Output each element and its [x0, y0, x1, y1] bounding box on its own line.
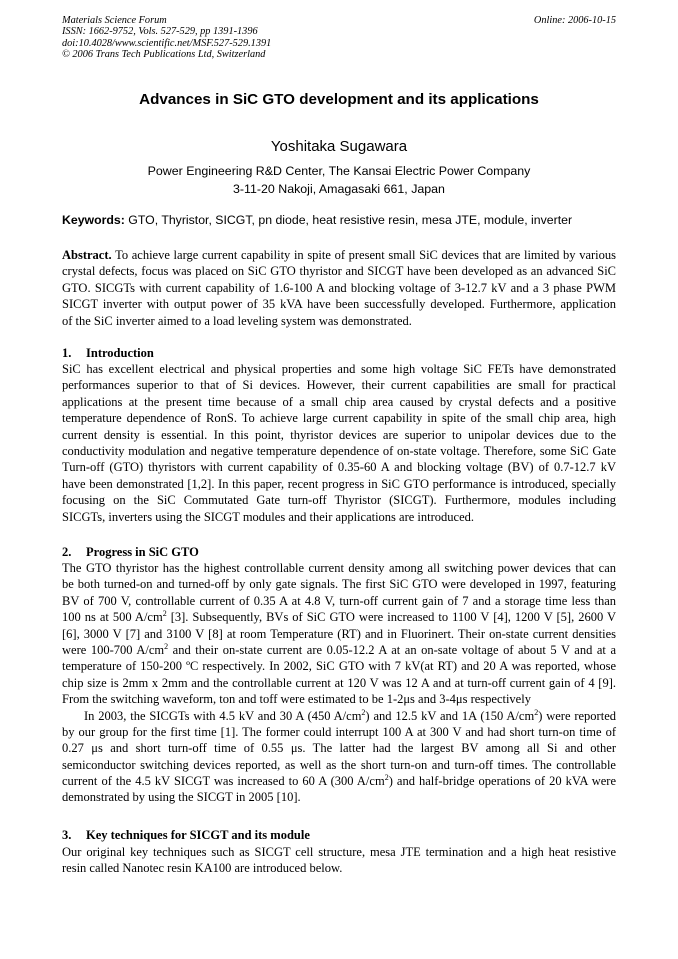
body-line: Turn-off (GTO) thyristors with current capability of 0.35-60 A and blocking voltage (BV) of 0.7-12.7 kV	[62, 460, 616, 475]
journal-header	[62, 15, 616, 60]
section-number: 1.	[62, 346, 72, 360]
abstract-line: Abstract. To achieve large current capability in spite of present small SiC devices that are limited by various	[62, 248, 616, 262]
keywords	[62, 213, 616, 227]
section-title: Key techniques for SICGT and its module	[86, 828, 310, 842]
journal-doi[interactable]: doi:10.4028/www.scientific.net/MSF.527-529.1391	[62, 37, 272, 49]
keywords-label: Keywords:	[62, 213, 125, 227]
body-line: current of the 4.5 kV SICGT was increased to 60 A (300 $A/cm^2$) and half-bridge operations of 20 kVA were	[62, 772, 617, 789]
body-line: BV of 700 V, controllable current of 0.35 A at 4.8 V, turn-off current gain of 7 and a storage time less than	[62, 593, 616, 608]
introduction-body	[62, 361, 616, 525]
body-line: chip size is 2mm x 2mm and the controllable current at 120 V was 12 A and at turn-off current gain of 4 [9].	[62, 675, 616, 690]
body-line: SiC has excellent electrical and physical properties and some high voltage SiC FETs have demonstrated	[62, 362, 616, 376]
body-line: resin called Nanotec resin KA100 are introduced below.	[62, 861, 343, 876]
body-line: 0.27 μs and short turn-off time of 0.55 μs. The latter had the largest BV among all Si and other	[62, 741, 616, 756]
abstract-line: crystal defects, focus was placed on SiC GTO thyristor and SICGT have been developed as an advanced SiC	[62, 264, 616, 279]
key-techniques-body	[62, 844, 616, 877]
body-line: have been demonstrated [1,2]. In this paper, recent progress in SiC GTO performance is introduced, specially	[62, 476, 616, 491]
body-line: temperature dependence of RonS. To achieve large current capability in spite of the small chip area, high	[62, 411, 616, 426]
section-heading-introduction	[62, 346, 154, 361]
body-line: [6], 3000 V [7] and 3100 V [8] at room Temperature (RT) and in Fluorinert. Their on-state current densities	[62, 626, 616, 641]
body-line: be both turned-on and turned-off by only gate signals. The first SiC GTO were developed in 1997, featuring	[62, 577, 616, 592]
section-heading-progress	[62, 545, 199, 560]
body-line: performances superior to that of Si devices. However, their current capabilities are small for practical	[62, 378, 616, 393]
body-line: focusing on the SiC Commutated Gate turn-off Thyristor (SICGT). Furthermore, modules including	[62, 493, 616, 508]
affiliation-line-2: 3-11-20 Nakoji, Amagasaki 661, Japan	[233, 182, 445, 196]
abstract	[62, 247, 616, 329]
journal-name: Materials Science Forum	[62, 15, 167, 26]
section-title: Progress in SiC GTO	[86, 545, 199, 559]
body-line: In 2003, the SICGTs with 4.5 kV and 30 A (450 $A/cm^2$) and 12.5 kV and 1A (150 $A/cm^2$) were reported	[84, 707, 616, 723]
body-line: demonstrated by using the SICGT in 2005 [10].	[62, 790, 301, 805]
journal-issn: ISSN: 1662-9752, Vols. 527-529, pp 1391-1396	[62, 26, 258, 38]
paper-title: Advances in SiC GTO development and its applications	[139, 91, 539, 108]
abstract-line: SICGT inverter with output power of 35 kVA have been successfully developed. Furthermore, application	[62, 297, 616, 312]
keywords-text: GTO, Thyristor, SICGT, pn diode, heat resistive resin, mesa JTE, module, inverter	[128, 213, 573, 227]
body-line: by our group for the first time [1]. The former could interrupt 100 A at 300 V and had short turn-on time of	[62, 724, 616, 739]
body-line: current density is essential. In this point, thyristor devices are superior to unipolar devices due to the	[62, 427, 616, 442]
online-date: Online: 2006-10-15	[533, 15, 616, 26]
author-name: Yoshitaka Sugawara	[270, 138, 408, 155]
abstract-line: GTO. SICGTs with current capability of 1.6-100 A and blocking voltage of 3-12.7 kV and a 3 phase PWM	[62, 280, 616, 295]
body-line: conductivity modulation and negative temperature dependence of on-state voltage. Therefore, some SiC Gate	[62, 443, 616, 458]
body-line: applications at the present time because of a small chip area caused by crystal defects and a positive	[62, 394, 616, 409]
section-number: 3.	[62, 828, 72, 842]
section-heading-key-techniques	[62, 828, 310, 843]
section-title: Introduction	[86, 346, 154, 360]
section-number: 2.	[62, 545, 72, 559]
affiliation-line-1: Power Engineering R&D Center, The Kansai Electric Power Company	[147, 164, 531, 178]
body-line: The GTO thyristor has the highest controllable current density among all switching power devices that can	[62, 561, 616, 575]
journal-copyright: © 2006 Trans Tech Publications Ltd, Switzerland	[62, 48, 266, 60]
body-line: SICGTs, inverters using the SICGT modules and their applications are introduced.	[62, 509, 475, 524]
progress-body	[62, 560, 616, 806]
abstract-label: Abstract.	[62, 248, 112, 262]
body-line: semiconductor switching devices reported, as well as the short turn-on and turn-off times. The controllable	[62, 757, 616, 772]
body-line: From the switching waveform, ton and toff were estimated to be 1-2μs and 3-4μs respectively	[62, 692, 531, 707]
abstract-line: of the SiC inverter aimed to a load leveling system was demonstrated.	[62, 313, 412, 328]
body-line: were 100-700 $A/cm^2$ and their on-state current are 0.05-12.2 A at an on-sate voltage of about 5 V and at a	[62, 641, 616, 657]
body-line: Our original key techniques such as SICGT cell structure, mesa JTE termination and a high heat resistive	[62, 845, 616, 859]
body-line: temperature of 150-200 ºC respectively. In 2002, SiC GTO with 7 kV(at RT) and 20 A was reported, whose	[62, 659, 616, 674]
body-line: 100 ns at 500 $A/cm^2$ [3]. Subsequently, BVs of SiC GTO were increased to 1100 V [4], 1200 V [5], 2600 V	[62, 609, 616, 625]
